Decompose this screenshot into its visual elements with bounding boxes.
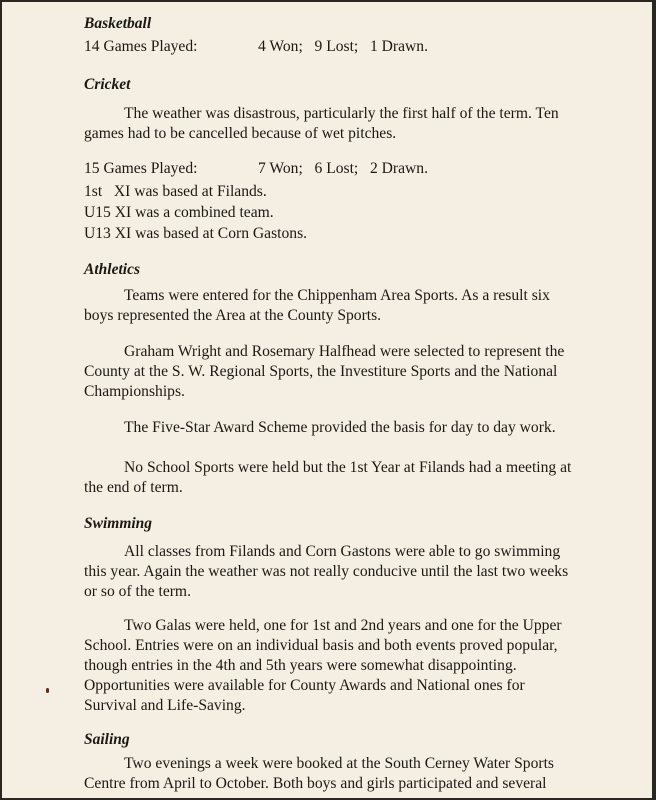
sailing-paragraph — [84, 754, 574, 794]
paper-speck — [46, 688, 49, 693]
athletics-text-2: Graham Wright and Rosemary Halfhead were selected to represent the County at the S. W. Regional Sports, the Investiture Sports and the National Championships. — [84, 343, 565, 400]
basketball-result: 4 Won; 9 Lost; 1 Drawn. — [258, 38, 428, 55]
athletics-text-4: No School Sports were held but the 1st Year at Filands had a meeting at the end of term. — [84, 459, 572, 496]
athletics-paragraph-3 — [84, 418, 574, 438]
basketball-heading: Basketball — [84, 15, 152, 32]
cricket-paragraph — [84, 104, 574, 144]
cricket-team-u13: U13 XI was based at Corn Gastons. — [84, 225, 308, 242]
cricket-result: 7 Won; 6 Lost; 2 Drawn. — [258, 160, 428, 177]
swimming-paragraph-1 — [84, 542, 574, 602]
swimming-text-2: Two Galas were held, one for 1st and 2nd years and one for the Upper School. Entries were on an individual basis and both events proved popular, though entries in the 4th and 5th years were somewhat disappointing. Opportunities were available for County Awards and National ones for Survival and Life-Saving. — [84, 617, 562, 714]
swimming-text-1: All classes from Filands and Corn Gastons were able to go swimming this year. Again the weather was not really conducive until the last two weeks or so of the term. — [84, 543, 569, 600]
athletics-text-3: The Five-Star Award Scheme provided the basis for day to day work. — [124, 419, 556, 436]
cricket-games-played: 15 Games Played: — [84, 160, 198, 177]
athletics-paragraph-2 — [84, 342, 574, 402]
document-page — [2, 2, 652, 798]
cricket-text: The weather was disastrous, particularly the first half of the term. Ten games had to be cancelled because of wet pitches. — [84, 105, 559, 142]
sailing-text: Two evenings a week were booked at the South Cerney Water Sports Centre from April to October. Both boys and girls participated and several — [84, 755, 554, 792]
basketball-games-played: 14 Games Played: — [84, 38, 198, 55]
athletics-paragraph-1 — [84, 286, 574, 326]
sailing-heading: Sailing — [84, 731, 130, 748]
athletics-paragraph-4 — [84, 458, 574, 498]
cricket-team-1st-xi: 1st XI was based at Filands. — [84, 183, 267, 200]
swimming-paragraph-2 — [84, 616, 574, 716]
athletics-heading: Athletics — [84, 261, 140, 278]
cricket-heading: Cricket — [84, 76, 131, 93]
page-content — [2, 2, 652, 798]
cricket-team-u15: U15 XI was a combined team. — [84, 204, 274, 221]
athletics-text-1: Teams were entered for the Chippenham Area Sports. As a result six boys represented the Area at the County Sports. — [84, 287, 550, 324]
swimming-heading: Swimming — [84, 515, 153, 532]
